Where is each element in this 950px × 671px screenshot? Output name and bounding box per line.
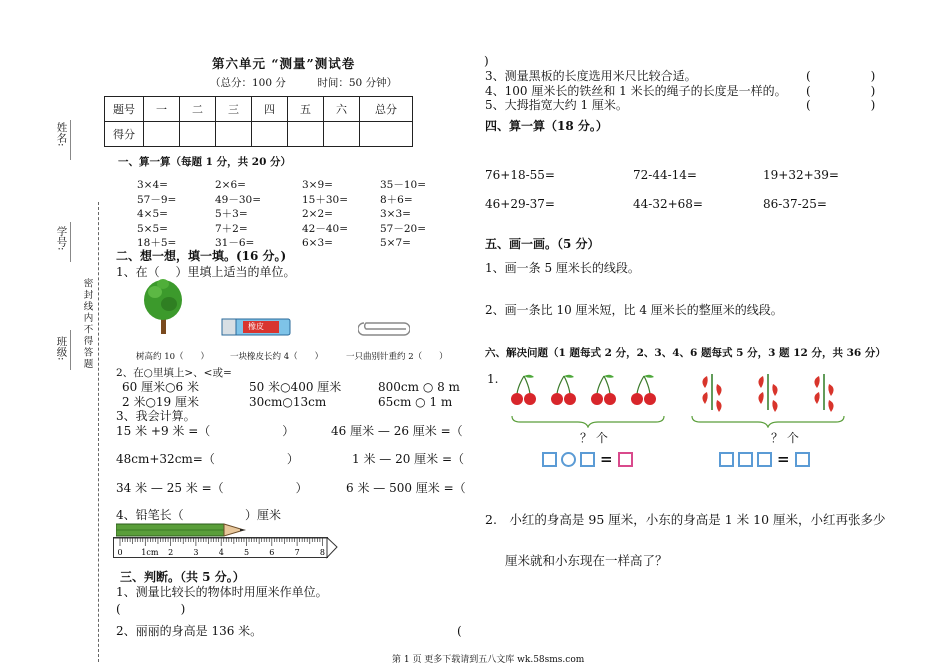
arithmetic-item: 49－30=: [215, 193, 262, 206]
section2-heading: 二、想一想，填一填。(16 分。): [116, 249, 287, 263]
eraser-caption: 一块橡皮长约 4（ ）: [230, 352, 324, 362]
section5-heading: 五、画一画。（5 分）: [485, 237, 600, 251]
answer-box[interactable]: [738, 452, 753, 467]
student-id-label: 学号:: [55, 226, 68, 251]
judge-q2: 2、丽丽的身高是 136 米。: [116, 624, 263, 638]
section2-q3: 3、我会计算。: [116, 409, 196, 423]
compare-item: 30cm○13cm: [249, 395, 327, 409]
ruler-label: 4: [218, 548, 224, 557]
arithmetic-item: 3×4=: [137, 179, 168, 191]
ruler-ticks: [113, 537, 339, 561]
calc-item: 1 米 — 20 厘米 =（: [352, 452, 465, 466]
draw-q2: 2、画一条比 10 厘米短，比 4 厘米长的整厘米的线段。: [485, 303, 783, 317]
judge-q2-answer-close: ): [484, 54, 489, 68]
answer-box[interactable]: [580, 452, 595, 467]
calc4-item: 76+18-55=: [485, 168, 555, 182]
equals-sign: =: [777, 450, 790, 468]
judge-q5: 5、大拇指宽大约 1 厘米。: [485, 98, 628, 112]
cherry-pair: [631, 375, 656, 405]
arithmetic-item: 5×5=: [137, 222, 168, 235]
page-footer: 第 1 页 更多下载请到五八文库 wk.58sms.com: [392, 655, 585, 665]
judge-q3-answer[interactable]: ( ): [806, 69, 876, 83]
arithmetic-item: 15＋30=: [302, 193, 349, 206]
arithmetic-item: 35－10=: [380, 179, 427, 191]
calc-item: 48cm+32cm=（ ）: [116, 452, 299, 466]
arithmetic-item: 42－40=: [302, 222, 349, 235]
score-input-cell[interactable]: [252, 122, 288, 147]
arithmetic-item: 57－20=: [380, 222, 427, 235]
answer-box[interactable]: [542, 452, 557, 467]
score-cell: 五: [288, 97, 324, 122]
answer-box[interactable]: [795, 452, 810, 467]
score-input-cell[interactable]: [288, 122, 324, 147]
score-cell: 三: [216, 97, 252, 122]
arithmetic-item: 4×5=: [137, 208, 168, 220]
section3-heading: 三、判断。（共 5 分。）: [120, 570, 245, 584]
section6-heading: 六、解决问题（1 题每式 2 分，2、3、4、6 题每式 5 分，3 题 12 分，共 36 分）: [485, 347, 886, 359]
score-table-score-row: [105, 122, 413, 147]
compare-item: 65cm ○ 1 m: [378, 395, 453, 409]
paper-clip-caption: 一只曲别针重约 2（ ）: [346, 352, 448, 362]
calc-item: 15 米 +9 米 =（ ）: [116, 424, 295, 438]
arithmetic-item: 7＋2=: [215, 222, 248, 235]
cherry-pair: [511, 375, 536, 405]
score-cell: 总分: [360, 97, 413, 122]
calc4-item: 44-32+68=: [633, 197, 703, 211]
score-cell: 六: [324, 97, 360, 122]
score-cell: 题号: [105, 97, 144, 122]
calc-item: 46 厘米 — 26 厘米 =（: [331, 424, 463, 438]
answer-box[interactable]: [757, 452, 772, 467]
judge-q1-answer[interactable]: ( ): [116, 602, 186, 616]
operator-circle[interactable]: [561, 452, 576, 467]
problem2-line2: 厘米就和小东现在一样高了？: [505, 553, 668, 568]
arithmetic-item: 2×2=: [302, 208, 333, 220]
arithmetic-item: 3×9=: [302, 179, 333, 191]
brace: [512, 416, 664, 427]
section4-heading: 四、算一算（18 分。）: [485, 119, 608, 133]
eraser-brand-label: 橡皮: [248, 322, 264, 331]
seal-dashed-line: [98, 202, 99, 662]
calc4-item: 19+32+39=: [763, 168, 839, 182]
judge-q3: 3、测量黑板的长度选用米尺比较合适。: [485, 69, 697, 83]
name-label: 姓名:: [55, 122, 68, 147]
answer-equation-right: [717, 452, 812, 467]
cherry-pair: [551, 375, 576, 405]
paper-clip-icon: [358, 322, 410, 336]
ruler-label: 7: [294, 548, 300, 557]
score-cell: 二: [180, 97, 216, 122]
section2-q2: 2、在○里填上>、<或=: [116, 367, 232, 379]
chili-bunch: [814, 374, 833, 412]
ruler-label: 8: [319, 548, 325, 557]
pencil-question-suffix: ）厘米: [245, 508, 282, 522]
calc-item: 34 米 — 25 米 =（ ）: [116, 481, 308, 495]
answer-box[interactable]: [618, 452, 633, 467]
page-subtitle: （总分：100 分 时间：50 分钟）: [210, 77, 398, 89]
tree-caption: 树高约 10（ ）: [136, 352, 210, 362]
pencil-question-prefix: 4、铅笔长（: [116, 508, 184, 522]
ruler-label: 6: [269, 548, 275, 557]
problem2-line1: 2. 小红的身高是 95 厘米，小东的身高是 1 米 10 厘米，小红再张多少: [485, 512, 886, 527]
score-input-cell[interactable]: [216, 122, 252, 147]
chili-peppers-illustration: [688, 372, 848, 428]
arithmetic-item: 8＋6=: [380, 193, 413, 206]
score-row-label: 得分: [105, 122, 144, 147]
pencil-icon: [116, 522, 250, 538]
score-cell: 一: [144, 97, 180, 122]
question-count-right: ？ 个: [771, 431, 799, 445]
chili-bunch: [702, 374, 721, 412]
score-table-header-row: [105, 97, 413, 122]
page-title: 第六单元 “测量”测试卷: [212, 56, 356, 71]
compare-item: 50 米○400 厘米: [249, 380, 342, 394]
judge-q5-answer[interactable]: ( ): [806, 98, 876, 112]
score-cell: 四: [252, 97, 288, 122]
answer-box[interactable]: [719, 452, 734, 467]
binding-line-name: [70, 120, 71, 160]
score-input-cell[interactable]: [144, 122, 180, 147]
brace: [692, 416, 844, 427]
cherry-pair: [591, 375, 616, 405]
cherries-illustration: [508, 372, 668, 428]
tree-icon: [140, 278, 186, 336]
ruler-label: 3: [193, 548, 199, 557]
answer-equation-left: [540, 452, 635, 467]
section1-heading: 一、算一算（每题 1 分，共 20 分）: [118, 156, 292, 168]
compare-item: 2 米○19 厘米: [122, 395, 200, 409]
arithmetic-item: 5＋3=: [215, 208, 248, 220]
arithmetic-item: 3×3=: [380, 208, 411, 220]
binding-line-id: [70, 222, 71, 262]
arithmetic-item: 57－9=: [137, 193, 177, 206]
ruler-label: 0: [117, 548, 123, 557]
binding-line-class: [70, 330, 71, 370]
judge-q2-answer-open[interactable]: (: [457, 624, 462, 638]
question-count-left: ？ 个: [580, 431, 608, 445]
arithmetic-item: 18＋5=: [137, 237, 177, 249]
arithmetic-item: 2×6=: [215, 179, 246, 191]
seal-line-text: 密封线内不得答题: [81, 278, 93, 370]
arithmetic-item: 6×3=: [302, 237, 333, 249]
judge-q4: 4、100 厘米长的铁丝和 1 米长的绳子的长度是一样的。: [485, 84, 787, 98]
draw-q1: 1、画一条 5 厘米长的线段。: [485, 261, 640, 275]
compare-item: 60 厘米○6 米: [122, 380, 200, 394]
score-input-cell[interactable]: [360, 122, 413, 147]
ruler-label: 2: [168, 548, 174, 557]
compare-item: 800cm ○ 8 m: [378, 380, 460, 394]
arithmetic-item: 31－6=: [215, 237, 255, 249]
arithmetic-item: 5×7=: [380, 237, 411, 249]
calc-item: 6 米 — 500 厘米 =（: [346, 481, 466, 495]
section2-q1: 1、在（ ）里填上适当的单位。: [116, 265, 296, 279]
calc4-item: 72-44-14=: [633, 168, 697, 182]
judge-q1: 1、测量比较长的物体时用厘米作单位。: [116, 585, 328, 599]
chili-bunch: [758, 374, 777, 412]
score-input-cell[interactable]: [180, 122, 216, 147]
score-input-cell[interactable]: [324, 122, 360, 147]
calc4-item: 46+29-37=: [485, 197, 555, 211]
judge-q4-answer[interactable]: ( ): [806, 84, 876, 98]
equals-sign: =: [600, 450, 613, 468]
ruler-label: 1cm: [141, 548, 159, 557]
ruler-label: 5: [244, 548, 250, 557]
calc4-item: 86-37-25=: [763, 197, 827, 211]
class-label: 班级:: [55, 336, 68, 361]
problem1-number: 1.: [487, 372, 499, 386]
score-table: [104, 96, 413, 147]
